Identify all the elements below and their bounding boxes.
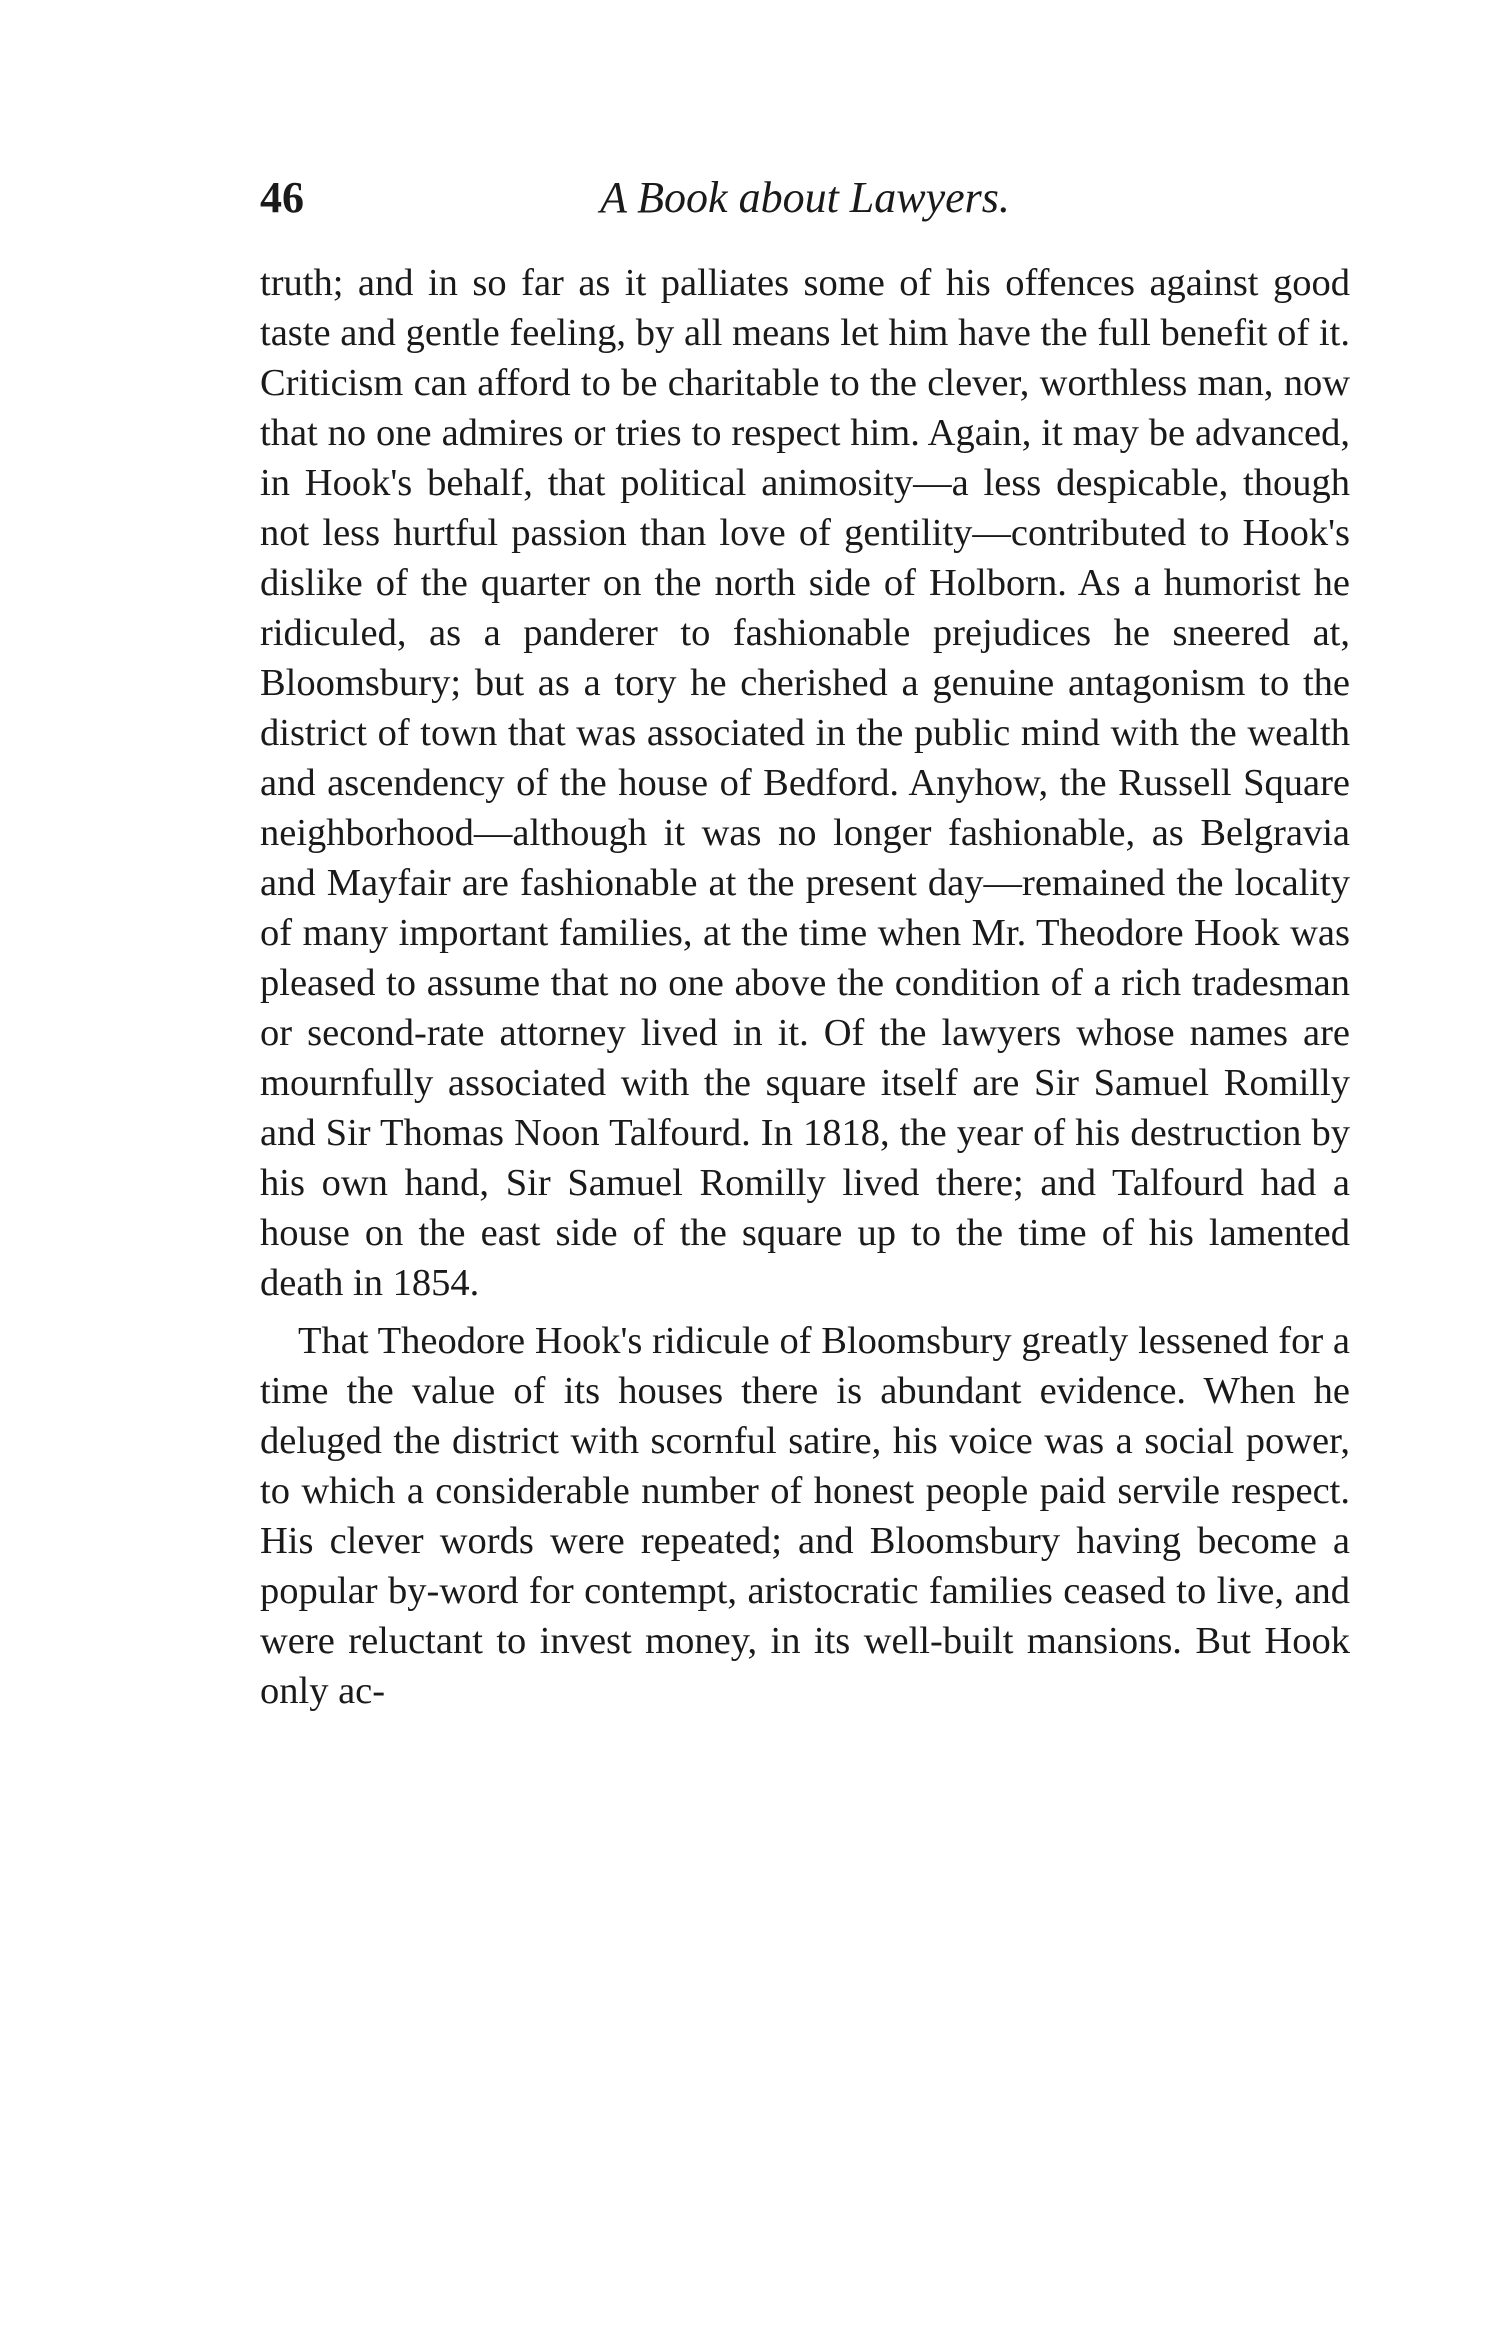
page-number: 46 bbox=[260, 173, 304, 222]
paragraph-1: truth; and in so far as it palliates some of his offences against good taste and gentle feeling, by all means let him have the full benefit of it. Criticism can afford to be charitable to the clever, worthless man, now that no one admires or tries to respect him. Again, it may be advanced, in Hook's behalf, that political animosity—a less despicable, though not less hurtful passion than love of gentility—contributed to Hook's dislike of the quarter on the north side of Holborn. As a humorist he ridiculed, as a panderer to fashionable prejudices he sneered at, Bloomsbury; but as a tory he cherished a genuine antagonism to the district of town that was associated in the public mind with the wealth and ascendency of the house of Bedford. Anyhow, the Russell Square neighborhood—although it was no longer fashionable, as Belgravia and Mayfair are fashionable at the present day—remained the locality of many important families, at the time when Mr. Theodore Hook was pleased to assume that no one above the condition of a rich tradesman or second-rate attorney lived in it. Of the lawyers whose names are mournfully associated with the square itself are Sir Samuel Romilly and Sir Thomas Noon Talfourd. In 1818, the year of his destruction by his own hand, Sir Samuel Romilly lived there; and Talfourd had a house on the east side of the square up to the time of his lamented death in 1854. bbox=[260, 262, 1350, 1304]
body-text bbox=[260, 258, 1350, 1716]
page-header bbox=[260, 168, 1350, 238]
running-title: A Book about Lawyers. bbox=[600, 173, 1010, 222]
paragraph-2: That Theodore Hook's ridicule of Bloomsbury greatly lessened for a time the value of its houses there is abundant evidence. When he deluged the district with scornful satire, his voice was a social power, to which a considerable number of honest people paid servile respect. His clever words were repeated; and Bloomsbury having become a popular by-word for contempt, aristocratic families ceased to live, and were reluctant to invest money, in its well-built mansions. But Hook only ac- bbox=[260, 1320, 1350, 1712]
